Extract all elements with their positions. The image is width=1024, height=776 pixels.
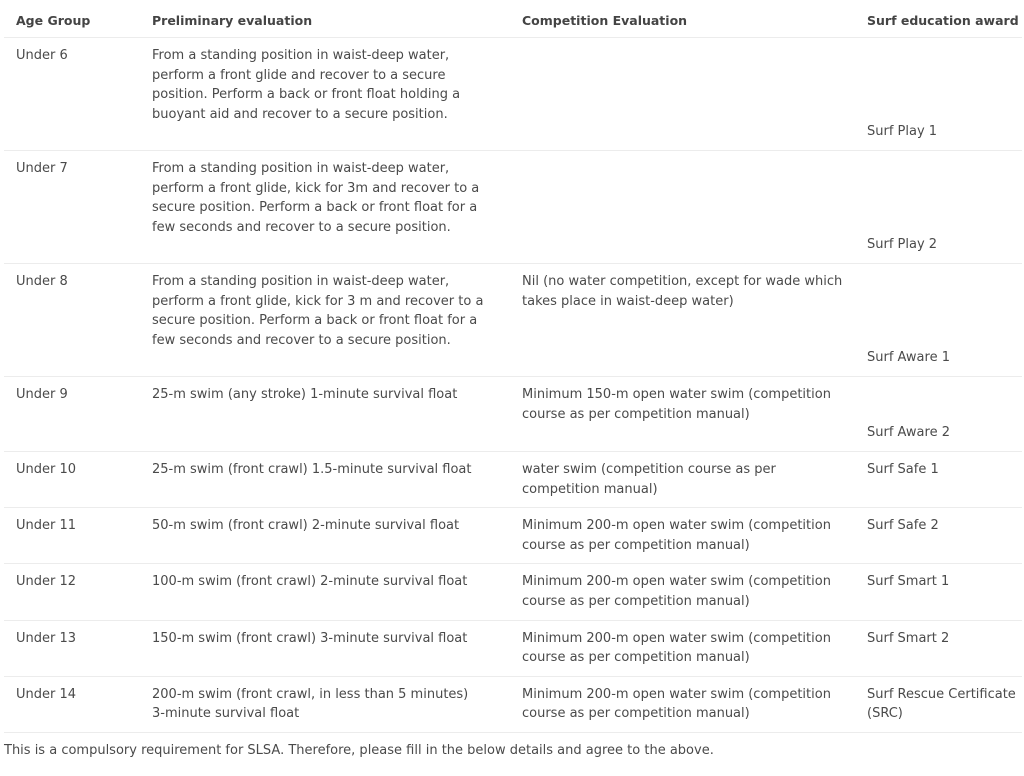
table-body [4,38,1022,733]
competition-evaluation-cell [510,151,855,264]
competition-evaluation-cell [510,38,855,151]
age-group-cell: Under 6 [4,38,140,151]
evaluation-table [4,0,1022,733]
competition-evaluation-cell: Minimum 200-m open water swim (competition course as per competition manual) [510,620,855,676]
table-row [4,452,1022,508]
preliminary-evaluation-cell [140,676,510,732]
age-group-cell: Under 12 [4,564,140,620]
preliminary-evaluation-cell: 100-m swim (front crawl) 2-minute survival float [140,564,510,620]
preliminary-evaluation-cell: 150-m swim (front crawl) 3-minute survival float [140,620,510,676]
competition-evaluation-cell: Minimum 200-m open water swim (competition course as per competition manual) [510,676,855,732]
age-group-cell: Under 9 [4,377,140,452]
surf-award-cell: Surf Aware 2 [855,377,1022,452]
age-group-cell: Under 11 [4,508,140,564]
table-row [4,564,1022,620]
preliminary-evaluation-cell: 25-m swim (any stroke) 1-minute survival float [140,377,510,452]
age-group-cell: Under 8 [4,264,140,377]
age-group-cell: Under 7 [4,151,140,264]
preliminary-evaluation-cell: 50-m swim (front crawl) 2-minute survival float [140,508,510,564]
header-competition-evaluation: Competition Evaluation [510,0,855,38]
table-row [4,264,1022,377]
competition-evaluation-cell: water swim (competition course as per competition manual) [510,452,855,508]
age-group-cell: Under 13 [4,620,140,676]
age-group-cell: Under 10 [4,452,140,508]
compulsory-requirement-note: This is a compulsory requirement for SLSA. Therefore, please fill in the below details and agree to the above. [4,743,714,758]
surf-award-cell: Surf Play 1 [855,38,1022,151]
header-age-group: Age Group [4,0,140,38]
surf-award-cell: Surf Play 2 [855,151,1022,264]
surf-award-cell: Surf Smart 2 [855,620,1022,676]
table-header [4,0,1022,38]
competition-evaluation-cell: Minimum 200-m open water swim (competition course as per competition manual) [510,508,855,564]
table-row [4,508,1022,564]
surf-award-cell: Surf Aware 1 [855,264,1022,377]
surf-award-cell: Surf Rescue Certificate (SRC) [855,676,1022,732]
table-row [4,38,1022,151]
preliminary-line-2: 3-minute survival float [152,706,300,722]
table-row [4,151,1022,264]
preliminary-evaluation-cell: 25-m swim (front crawl) 1.5-minute survival float [140,452,510,508]
age-group-cell: Under 14 [4,676,140,732]
table-row [4,377,1022,452]
header-row [4,0,1022,38]
surf-award-cell: Surf Safe 2 [855,508,1022,564]
preliminary-evaluation-cell: From a standing position in waist-deep water, perform a front glide and recover to a secure position. Perform a back or front float holding a buoyant aid and recover to a secure position. [140,38,510,151]
preliminary-line-1: 200-m swim (front crawl, in less than 5 minutes) [152,686,469,702]
preliminary-evaluation-cell: From a standing position in waist-deep water, perform a front glide, kick for 3m and recover to a secure position. Perform a back or front float for a few seconds and recover to a secure position. [140,151,510,264]
surf-award-cell: Surf Safe 1 [855,452,1022,508]
table-row [4,620,1022,676]
preliminary-evaluation-cell: From a standing position in waist-deep water, perform a front glide, kick for 3 m and recover to a secure position. Perform a back or front float for a few seconds and recover to a secure position. [140,264,510,377]
table-row [4,676,1022,732]
competition-evaluation-cell: Minimum 150-m open water swim (competition course as per competition manual) [510,377,855,452]
header-preliminary-evaluation: Preliminary evaluation [140,0,510,38]
competition-evaluation-cell: Minimum 200-m open water swim (competition course as per competition manual) [510,564,855,620]
surf-award-cell: Surf Smart 1 [855,564,1022,620]
header-surf-education-award: Surf education award [855,0,1022,38]
competition-evaluation-cell: Nil (no water competition, except for wade which takes place in waist-deep water) [510,264,855,377]
